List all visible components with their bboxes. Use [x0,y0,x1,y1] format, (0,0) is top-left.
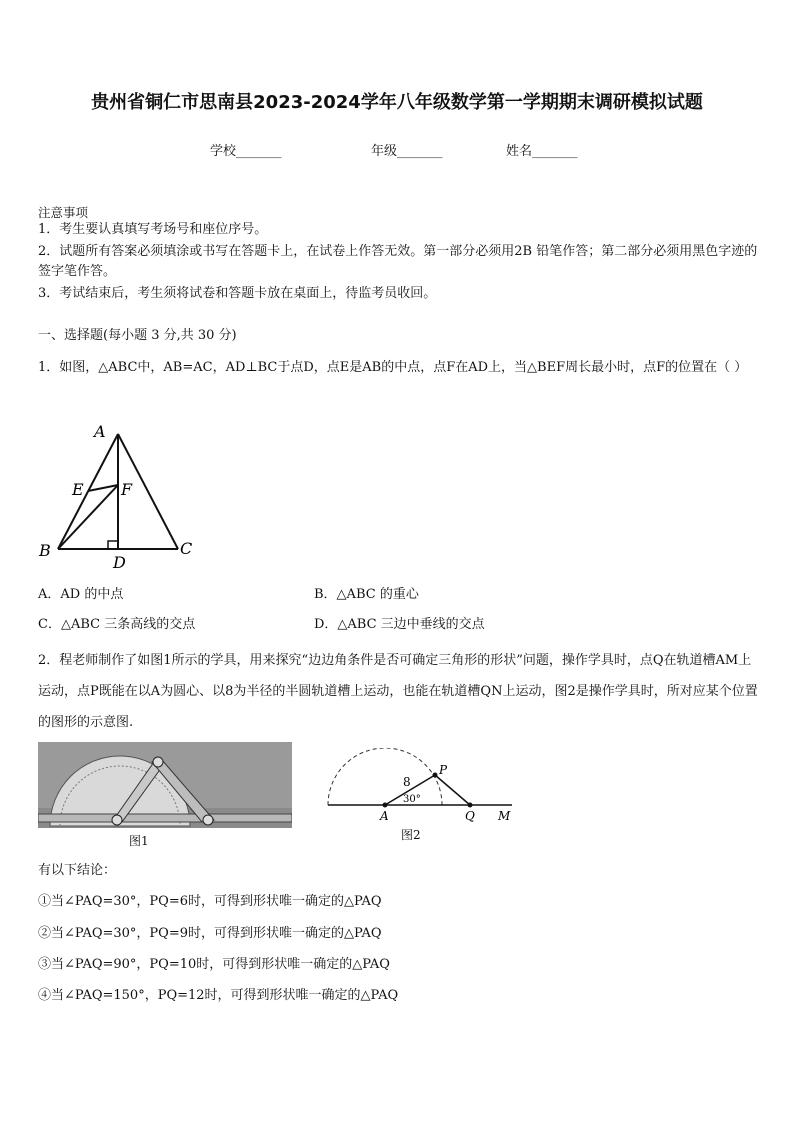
label-b: B [39,541,51,560]
page-title: 贵州省铜仁市思南县2023-2024学年八年级数学第一学期期末调研模拟试题 [91,92,703,113]
label-len: 8 [403,775,411,789]
note-item-2: 2．试题所有答案必须填涂或书写在答题卡上，在试卷上作答无效。第一部分必须用2B 铅笔作答；第二部分必须用黑色字迹的签字笔作答。 [38,244,758,279]
label-c: C [180,539,193,558]
label-angle: 30° [403,794,421,805]
fig1-caption: 图1 [129,834,149,848]
label-q: Q [465,809,475,823]
semicircle-track [328,748,442,805]
pivot-a-icon [112,815,122,825]
point-q [468,803,473,808]
label-d: D [113,553,126,570]
label-a: A [380,809,389,823]
label-e: E [72,480,84,499]
label-p: P [439,763,448,777]
q1-option-a[interactable]: A．AD 的中点 [38,587,124,602]
edge-ab [58,434,118,549]
note-item-3: 3．考试结束后，考生须将试卷和答题卡放在桌面上，待监考员收回。 [38,286,437,301]
section-heading: 一、选择题(每小题 3 分,共 30 分) [38,328,237,343]
conclusion-1: ①当∠PAQ=30°，PQ=6时，可得到形状唯一确定的△PAQ [38,894,382,909]
pivot-p-icon [153,757,163,767]
name-field[interactable]: 姓名_______ [506,144,578,159]
conclusion-2: ②当∠PAQ=30°，PQ=9时，可得到形状唯一确定的△PAQ [38,926,382,941]
point-p [433,773,438,778]
right-angle-mark [108,541,118,549]
point-a [383,803,388,808]
track-am [38,814,292,822]
pivot-q-icon [203,815,213,825]
conclusions-heading: 有以下结论： [38,863,117,878]
label-f: F [121,480,133,499]
q2-stem: 2．程老师制作了如图1所示的学具，用来探究“边边角条件是否可确定三角形的形状”问题，操作学具时，点Q在轨道槽AM上运动，点P既能在以A为圆心、以8为半径的半圆轨道槽上运动，也能在轨道槽QN上运动，图2是操作学具时，所对应某个位置的图形的示意图. [38,653,758,730]
notes-heading: 注意事项 [38,205,89,220]
q1-triangle-figure [30,418,210,570]
q1-option-b[interactable]: B．△ABC 的重心 [314,587,419,602]
label-m: M [498,809,511,823]
grade-field[interactable]: 年级_______ [371,144,443,159]
school-field[interactable]: 学校_______ [210,144,282,159]
label-a: A [94,422,106,441]
q1-stem: 1．如图，△ABC中，AB=AC，AD⊥BC于点D，点E是AB的中点，点F在AD上，当△BEF周长最小时，点F的位置在（ ） [38,360,748,375]
note-item-1: 1．考生要认真填写考场号和座位序号。 [38,222,268,237]
q2-figure-1 [38,742,292,828]
q2-figure-2 [318,748,518,826]
segment-bf [58,485,118,549]
q1-option-d[interactable]: D．△ABC 三边中垂线的交点 [314,617,485,632]
fig2-caption: 图2 [401,828,421,842]
conclusion-3: ③当∠PAQ=90°，PQ=10时，可得到形状唯一确定的△PAQ [38,957,390,972]
conclusion-4: ④当∠PAQ=150°，PQ=12时，可得到形状唯一确定的△PAQ [38,988,399,1003]
q1-option-c[interactable]: C．△ABC 三条高线的交点 [38,617,196,632]
